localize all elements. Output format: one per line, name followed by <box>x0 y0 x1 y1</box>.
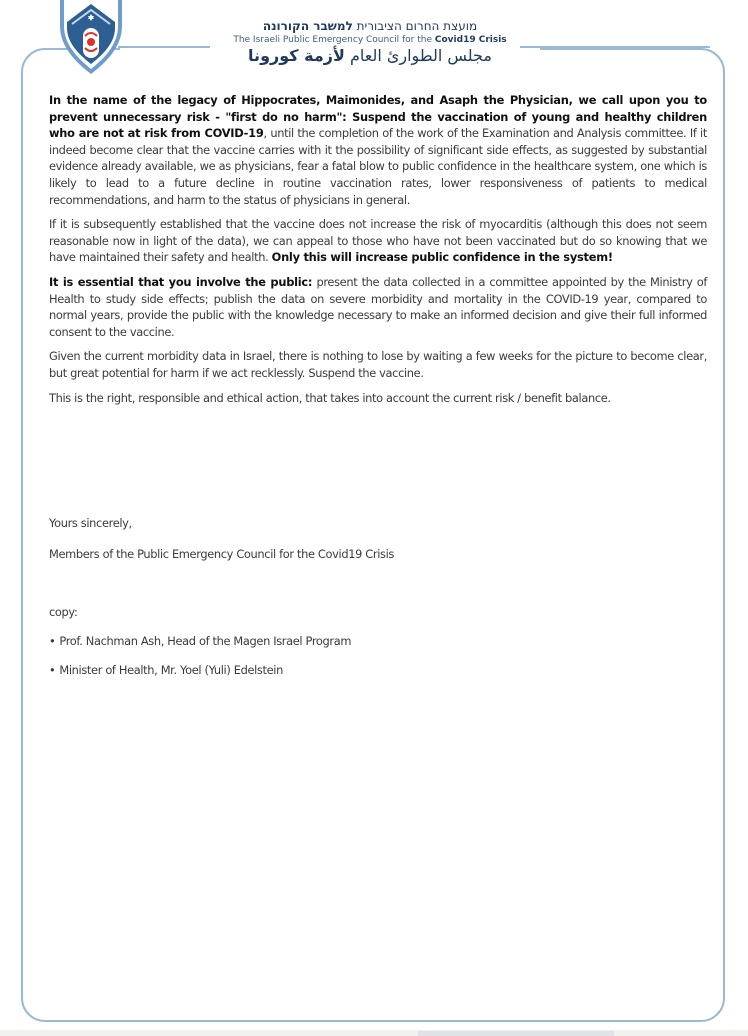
paragraph-4: Given the current morbidity data in Israel, there is nothing to lose by waiting a few weeks for the picture to become clear, but great potential for harm if we act recklessly. Suspend the vaccine. <box>49 349 707 380</box>
letterhead <box>200 18 540 66</box>
council-shield-logo-icon <box>58 0 124 76</box>
letter-body <box>49 92 707 414</box>
paragraph-1: In the name of the legacy of Hippocrates, Maimonides, and Asaph the Physician, we call upon you to prevent unnecessary risk - "first do no harm": Suspend the vaccination of young and healthy children who are not at risk from COVID-19, until the completion of the work of the Examination and Analysis committee. If it indeed become clear that the vaccine carries with it the possibility of significant side effects, as suggested by substantial evidence already available, we as physicians, fear a fatal blow to public confidence in the healthcare system, one which is likely to lead to a future decline in routine vaccination rates, lower responsiveness of patients to medical recommendations, and harm to the status of physicians in general. <box>49 93 707 207</box>
letterhead-arabic: مجلس الطوارئ العام لأزمة كورونا <box>248 46 492 65</box>
closing-salutation: Yours sincerely, <box>49 516 132 530</box>
header-rule-left <box>118 46 210 48</box>
letterhead-english: The Israeli Public Emergency Council for the Covid19 Crisis <box>233 35 507 45</box>
header-rule-right <box>520 46 710 48</box>
paragraph-3: It is essential that you involve the public: present the data collected in a committee appointed by the Ministry of Health to study side effects; publish the data on severe morbidity and mortality in the COVID-19 year, compared to normal years, provide the public with the knowledge necessary to make an informed decision and give their full informed consent to the vaccine. <box>49 274 707 339</box>
viewer-bottom-bar <box>0 1030 748 1036</box>
horizontal-scrollbar[interactable] <box>418 1031 614 1036</box>
copy-label: copy: <box>49 605 78 619</box>
copy-recipient: • Minister of Health, Mr. Yoel (Yuli) Edelstein <box>49 663 283 677</box>
letterhead-hebrew: מועצת החרום הציבורית למשבר הקורונה <box>262 19 478 33</box>
copy-recipient: • Prof. Nachman Ash, Head of the Magen Israel Program <box>49 634 351 648</box>
paragraph-5: This is the right, responsible and ethical action, that takes into account the current risk / benefit balance. <box>49 390 611 405</box>
signature: Members of the Public Emergency Council for the Covid19 Crisis <box>49 547 394 561</box>
paragraph-2: If it is subsequently established that the vaccine does not increase the risk of myocarditis (although this does not seem reasonable now in light of the data), we can appeal to those who have not been vaccinated but do so knowing that we have maintained their safety and health. Only this will increase public confidence in the system! <box>49 217 707 265</box>
